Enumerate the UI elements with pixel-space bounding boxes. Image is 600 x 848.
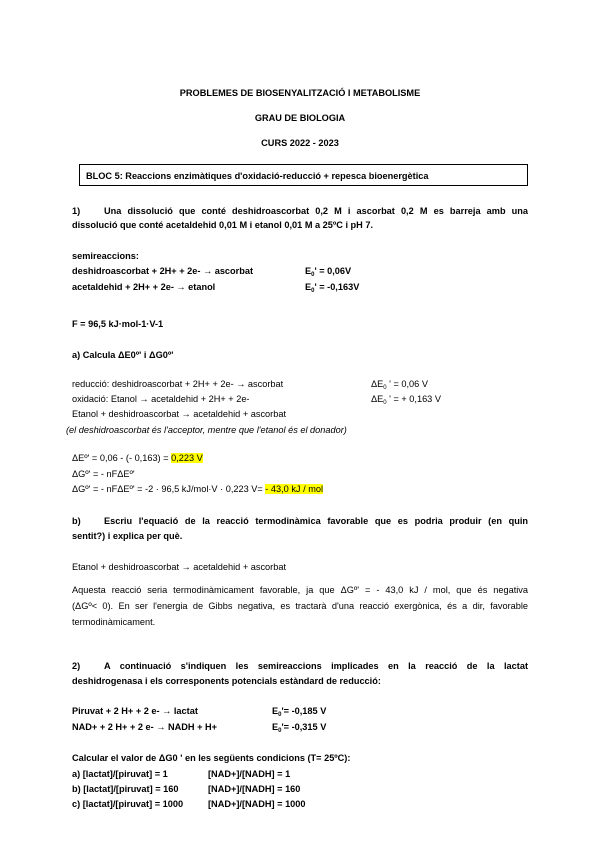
condition-b-ratio-1: b) [lactat]/[piruvat] = 160 xyxy=(72,784,179,794)
answer-line-3: termodinàmicament. xyxy=(72,617,156,627)
potential-symbol: E xyxy=(272,706,279,716)
condition-a-ratio-2: [NAD+]/[NADH] = 1 xyxy=(208,769,291,779)
semireactions-title: semireaccions: xyxy=(72,251,139,261)
lactate-semireaction-2-eq: NAD+ + 2 H+ + 2 e- → NADH + H+ xyxy=(72,722,218,732)
condition-a-ratio-1: a) [lactat]/[piruvat] = 1 xyxy=(72,769,168,779)
potential-value: ' = + 0,163 V xyxy=(386,394,441,404)
condition-c-ratio-1: c) [lactat]/[piruvat] = 1000 xyxy=(72,799,184,809)
potential-symbol: E xyxy=(272,722,279,732)
semireaction-2-potential xyxy=(305,281,359,293)
document-title: PROBLEMES DE BIOSENYALITZACIÓ I METABOLISME xyxy=(179,88,421,98)
delta-g-formula: ΔGº' = - nFΔEº' xyxy=(72,469,135,479)
course-year: CURS 2022 - 2023 xyxy=(261,138,339,148)
faraday-constant: F = 96,5 kJ·mol-1·V-1 xyxy=(72,319,164,329)
semireaction-1-potential xyxy=(305,265,351,277)
potential-subscript: 0 xyxy=(278,712,282,718)
potential-subscript: 0 xyxy=(311,288,315,294)
part-a-title: a) Calcula ΔE0º' i ΔG0º' xyxy=(72,350,174,360)
problem-1-line-2: dissolució que conté acetaldehid 0,01 M i etanol 0,01 M a 25ºC i pH 7. xyxy=(72,220,374,230)
potential-subscript: 0 xyxy=(383,400,387,406)
overall-reaction: Etanol + deshidroascorbat → acetaldehid + ascorbat xyxy=(72,409,286,419)
lactate-semireaction-2-potential xyxy=(272,721,326,733)
favorable-reaction: Etanol + deshidroascorbat → acetaldehid + ascorbat xyxy=(72,562,286,572)
problem-2-line-1: A continuació s'indiquen les semireaccions implicades en la reacció de la lactat xyxy=(104,661,528,671)
bloc-label: BLOC 5: xyxy=(86,171,123,181)
potential-value: ' = 0,06 V xyxy=(386,379,428,389)
delta-e-expression: ΔEº' = 0,06 - (- 0,163) = xyxy=(72,453,172,463)
potential-value: ' = -0,163V xyxy=(314,282,360,292)
delta-g-calculation xyxy=(72,483,323,495)
potential-subscript: 0 xyxy=(311,272,315,278)
calculate-conditions-title: Calcular el valor de ΔG0 ' en les següents condicions (T= 25ºC): xyxy=(72,753,351,763)
reduction-potential xyxy=(371,378,428,390)
delta-g-expression: ΔGº' = - nFΔEº' = -2 · 96,5 kJ/mol·V · 0,223 V= xyxy=(72,484,266,494)
part-b-line-1: Escriu l'equació de la reacció termodinàmica favorable que es podria produir (en quin xyxy=(104,516,528,526)
reduction-eq: reducció: deshidroascorbat + 2H+ + 2e- → ascorbat xyxy=(72,379,284,389)
delta-g-result: - 43,0 kJ / mol xyxy=(265,484,323,494)
potential-symbol: E xyxy=(305,266,312,276)
semireaction-1-eq: deshidroascorbat + 2H+ + 2e- → ascorbat xyxy=(72,266,254,276)
part-b-number: b) xyxy=(72,516,81,526)
part-b-line-2: sentit?) i explica per què. xyxy=(72,531,183,541)
oxidation-potential xyxy=(371,393,441,405)
problem-1-number: 1) xyxy=(72,206,81,216)
potential-subscript: 0 xyxy=(278,728,282,734)
bloc-text: Reaccions enzimàtiques d'oxidació-reducció + repesca bioenergètica xyxy=(122,171,429,181)
potential-symbol: ΔE xyxy=(371,394,384,404)
bloc-box xyxy=(79,164,528,186)
potential-value: ' = 0,06V xyxy=(314,266,352,276)
potential-symbol: ΔE xyxy=(371,379,384,389)
bloc-heading xyxy=(86,170,429,182)
delta-e-result: 0,223 V xyxy=(171,453,203,463)
potential-subscript: 0 xyxy=(383,385,387,391)
potential-value: '= -0,315 V xyxy=(281,722,327,732)
potential-value: '= -0,185 V xyxy=(281,706,327,716)
problem-1-line-1: Una dissolució que conté deshidroascorbat 0,2 M i ascorbat 0,2 M es barreja amb una xyxy=(104,206,528,216)
answer-line-2: (ΔGº< 0). En ser l'energia de Gibbs negativa, es tractarà d'una reacció exergònica, és a dir, favorable xyxy=(72,601,528,611)
semireaction-2-eq: acetaldehid + 2H+ + 2e- → etanol xyxy=(72,282,216,292)
problem-2-number: 2) xyxy=(72,661,81,671)
acceptor-donor-note: (el deshidroascorbat és l'acceptor, mentre que l'etanol és el donador) xyxy=(66,425,347,435)
answer-line-1: Aquesta reacció seria termodinàmicament favorable, ja que ΔGº' = - 43,0 kJ / mol, que és negativa xyxy=(72,585,528,595)
condition-b-ratio-2: [NAD+]/[NADH] = 160 xyxy=(208,784,301,794)
delta-e-calculation xyxy=(72,452,203,464)
oxidation-eq: oxidació: Etanol → acetaldehid + 2H+ + 2e- xyxy=(72,394,250,404)
lactate-semireaction-1-potential xyxy=(272,705,326,717)
potential-symbol: E xyxy=(305,282,312,292)
problem-2-line-2: deshidrogenasa i els corresponents potencials estàndard de reducció: xyxy=(72,676,381,686)
lactate-semireaction-1-eq: Piruvat + 2 H+ + 2 e- → lactat xyxy=(72,706,198,716)
degree-name: GRAU DE BIOLOGIA xyxy=(254,113,346,123)
condition-c-ratio-2: [NAD+]/[NADH] = 1000 xyxy=(208,799,306,809)
